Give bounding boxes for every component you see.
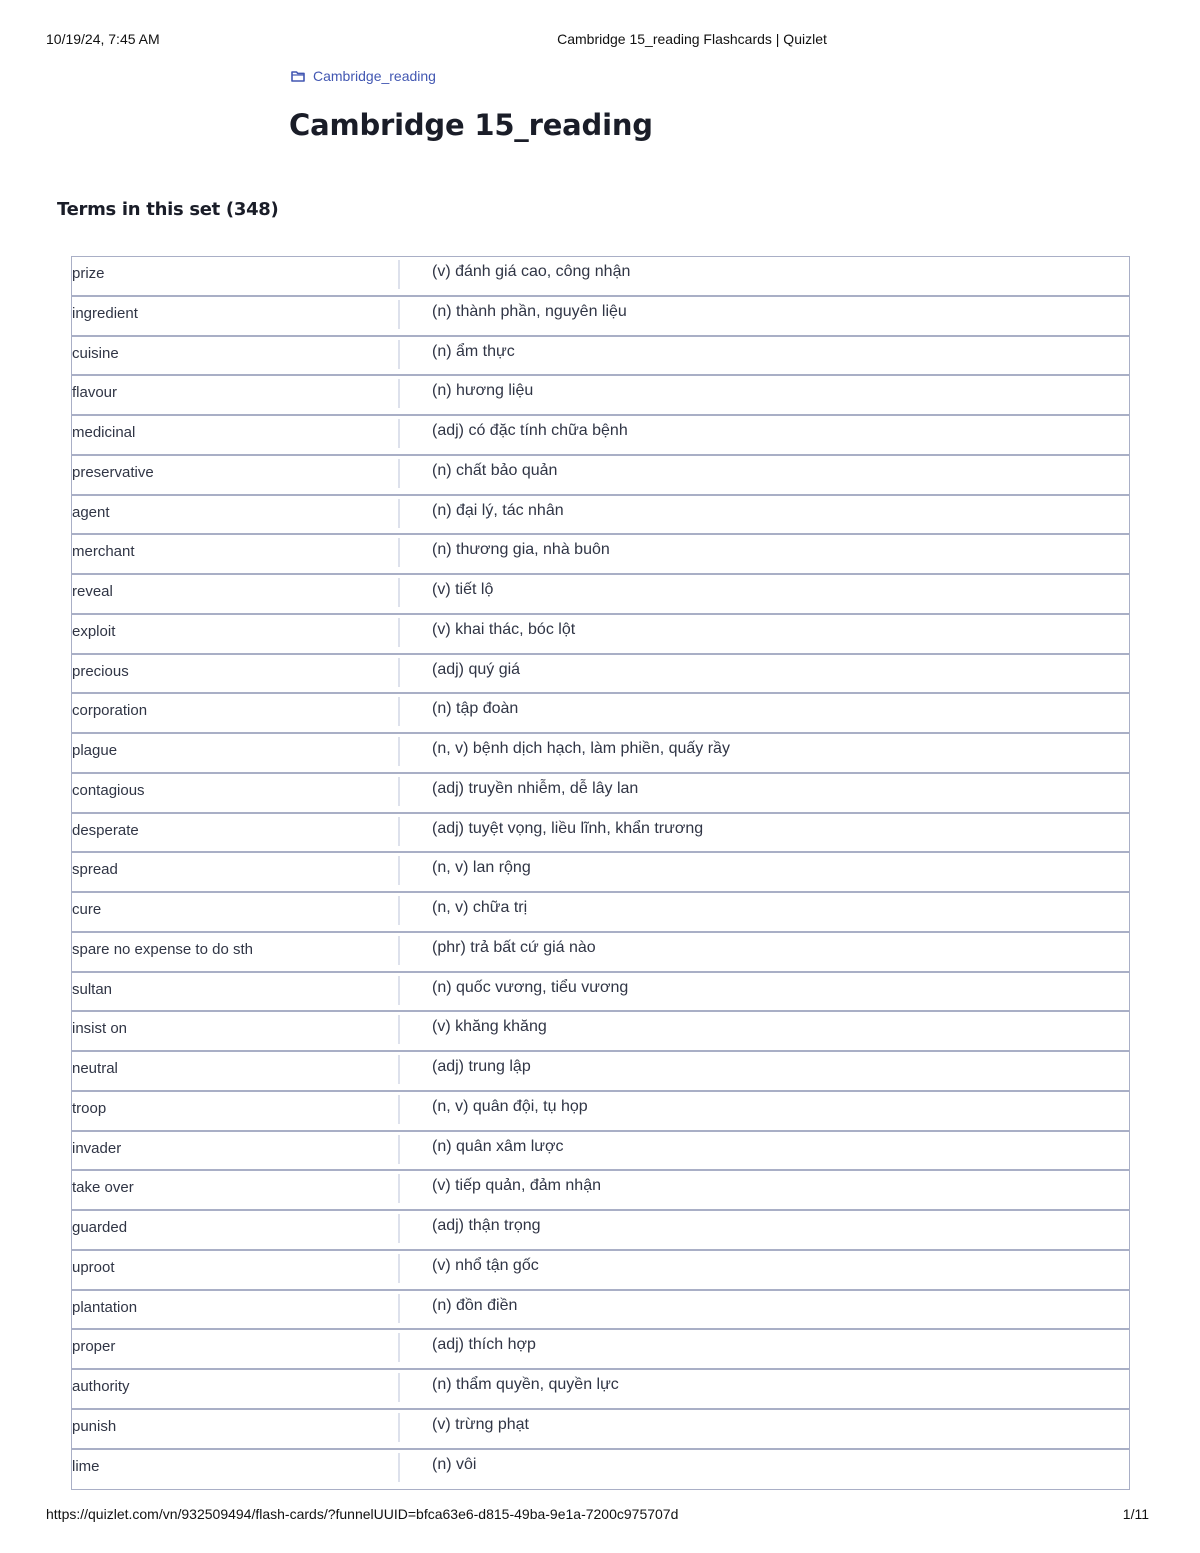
term-row — [72, 416, 1129, 456]
term-row — [72, 774, 1129, 814]
term-definition: (n, v) lan rộng — [432, 859, 531, 877]
term-definition: (n) quân xâm lược — [432, 1137, 564, 1155]
term-word: sultan — [72, 980, 113, 998]
term-row — [72, 337, 1129, 377]
column-divider — [398, 737, 400, 766]
print-datetime: 10/19/24, 7:45 AM — [46, 31, 160, 47]
column-divider — [398, 1214, 400, 1243]
term-definition: (v) đánh giá cao, công nhận — [432, 263, 631, 280]
term-word: reveal — [72, 583, 113, 600]
folder-icon — [291, 71, 305, 82]
term-row — [72, 1211, 1129, 1251]
term-row — [72, 734, 1129, 774]
column-divider — [398, 896, 400, 925]
column-divider — [398, 936, 400, 965]
term-definition: (n) thương gia, nhà buôn — [432, 541, 610, 559]
column-divider — [398, 379, 400, 408]
term-definition: (n, v) chữa trị — [432, 899, 528, 916]
term-word: cuisine — [72, 344, 119, 362]
term-row — [72, 1450, 1129, 1490]
column-divider — [398, 1254, 400, 1283]
term-word: take over — [72, 1179, 134, 1197]
term-row — [72, 1052, 1129, 1092]
term-word: invader — [72, 1139, 122, 1157]
column-divider — [398, 340, 400, 369]
column-divider — [398, 817, 400, 846]
term-row — [72, 496, 1129, 536]
column-divider — [398, 1453, 400, 1482]
term-word: insist on — [72, 1020, 128, 1038]
column-divider — [398, 697, 400, 726]
term-definition: (v) nhổ tận gốc — [432, 1256, 539, 1274]
term-row — [72, 973, 1129, 1013]
term-definition: (adj) thận trọng — [432, 1217, 541, 1234]
term-word: desperate — [72, 821, 139, 839]
term-definition: (v) tiếp quản, đảm nhận — [432, 1177, 601, 1195]
term-word: corporation — [72, 702, 148, 720]
term-row — [72, 1171, 1129, 1211]
term-definition: (n) thành phần, nguyên liệu — [432, 302, 627, 320]
term-word: ingredient — [72, 304, 138, 322]
column-divider — [398, 459, 400, 488]
term-row — [72, 257, 1129, 297]
column-divider — [398, 1373, 400, 1402]
print-footer — [0, 1506, 1200, 1524]
term-definition: (n, v) quân đội, tụ họp — [432, 1097, 588, 1115]
term-definition: (n, v) bệnh dịch hạch, làm phiền, quấy rầy — [432, 740, 730, 757]
term-definition: (n) đại lý, tác nhân — [432, 501, 564, 519]
column-divider — [398, 1333, 400, 1362]
term-row — [72, 893, 1129, 933]
terms-table — [71, 256, 1130, 1490]
column-divider — [398, 1095, 400, 1124]
column-divider — [398, 578, 400, 607]
term-row — [72, 535, 1129, 575]
term-definition: (n) tập đoàn — [432, 700, 519, 718]
column-divider — [398, 1055, 400, 1084]
term-definition: (v) khăng khăng — [432, 1018, 547, 1036]
term-word: spread — [72, 861, 118, 879]
term-definition: (n) hương liệu — [432, 382, 534, 400]
term-row — [72, 1132, 1129, 1172]
term-word: plague — [72, 742, 118, 759]
column-divider — [398, 300, 400, 329]
term-word: prize — [72, 265, 105, 282]
term-word: neutral — [72, 1060, 118, 1077]
term-definition: (adj) có đặc tính chữa bệnh — [432, 422, 628, 439]
column-divider — [398, 856, 400, 885]
term-word: authority — [72, 1378, 130, 1395]
column-divider — [398, 499, 400, 528]
term-definition: (v) trừng phạt — [432, 1415, 529, 1433]
term-word: plantation — [72, 1298, 138, 1316]
term-row — [72, 615, 1129, 655]
term-definition: (n) quốc vương, tiểu vương — [432, 978, 629, 996]
term-row — [72, 655, 1129, 695]
column-divider — [398, 1413, 400, 1442]
term-definition: (phr) trả bất cứ giá nào — [432, 938, 596, 956]
column-divider — [398, 777, 400, 806]
term-row — [72, 376, 1129, 416]
term-row — [72, 1092, 1129, 1132]
term-definition: (adj) truyền nhiễm, dễ lây lan — [432, 779, 639, 797]
term-word: agent — [72, 503, 110, 521]
term-row — [72, 933, 1129, 973]
term-row — [72, 1330, 1129, 1370]
term-word: lime — [72, 1457, 100, 1475]
term-row — [72, 297, 1129, 337]
column-divider — [398, 1015, 400, 1044]
folder-name[interactable]: Cambridge_reading — [313, 68, 436, 84]
column-divider — [398, 538, 400, 567]
term-row — [72, 1012, 1129, 1052]
set-title: Cambridge 15_reading — [289, 108, 653, 142]
term-row — [72, 1291, 1129, 1331]
term-row — [72, 1410, 1129, 1450]
term-word: punish — [72, 1417, 117, 1435]
term-row — [72, 694, 1129, 734]
term-word: precious — [72, 662, 129, 680]
term-word: proper — [72, 1338, 116, 1356]
print-page-title: Cambridge 15_reading Flashcards | Quizlet — [557, 31, 827, 47]
term-definition: (adj) tuyệt vọng, liều lĩnh, khẩn trương — [432, 819, 704, 837]
term-word: exploit — [72, 622, 116, 640]
column-divider — [398, 976, 400, 1005]
column-divider — [398, 658, 400, 687]
term-definition: (n) chất bảo quản — [432, 461, 558, 479]
term-word: guarded — [72, 1219, 128, 1236]
term-definition: (adj) trung lập — [432, 1058, 531, 1075]
term-definition: (v) tiết lộ — [432, 581, 494, 598]
column-divider — [398, 419, 400, 448]
term-word: medicinal — [72, 424, 136, 441]
print-header — [0, 31, 1200, 49]
column-divider — [398, 260, 400, 289]
term-row — [72, 814, 1129, 854]
term-definition: (n) vôi — [432, 1455, 477, 1473]
term-word: flavour — [72, 384, 118, 402]
term-word: cure — [72, 901, 102, 918]
term-definition: (v) khai thác, bóc lột — [432, 620, 576, 638]
term-definition: (n) đồn điền — [432, 1296, 518, 1314]
term-word: contagious — [72, 781, 145, 799]
column-divider — [398, 1294, 400, 1323]
term-word: spare no expense to do sth — [72, 940, 253, 958]
term-row — [72, 575, 1129, 615]
term-definition: (n) thẩm quyền, quyền lực — [432, 1376, 619, 1393]
column-divider — [398, 1135, 400, 1164]
term-definition: (n) ẩm thực — [432, 342, 515, 360]
term-definition: (adj) thích hợp — [432, 1336, 536, 1354]
page-number: 1/11 — [1122, 1506, 1149, 1522]
term-definition: (adj) quý giá — [432, 660, 521, 678]
column-divider — [398, 1174, 400, 1203]
term-row — [72, 456, 1129, 496]
term-row — [72, 1370, 1129, 1410]
terms-heading: Terms in this set (348) — [57, 199, 279, 220]
print-url: https://quizlet.com/vn/932509494/flash-cards/?funnelUUID=bfca63e6-d815-49ba-9e1a-7200c975707d — [46, 1506, 679, 1522]
column-divider — [398, 618, 400, 647]
term-word: troop — [72, 1099, 107, 1117]
folder-link[interactable] — [291, 68, 436, 84]
term-row — [72, 853, 1129, 893]
term-word: merchant — [72, 543, 135, 561]
term-word: preservative — [72, 463, 154, 481]
term-word: uproot — [72, 1258, 115, 1276]
term-row — [72, 1251, 1129, 1291]
